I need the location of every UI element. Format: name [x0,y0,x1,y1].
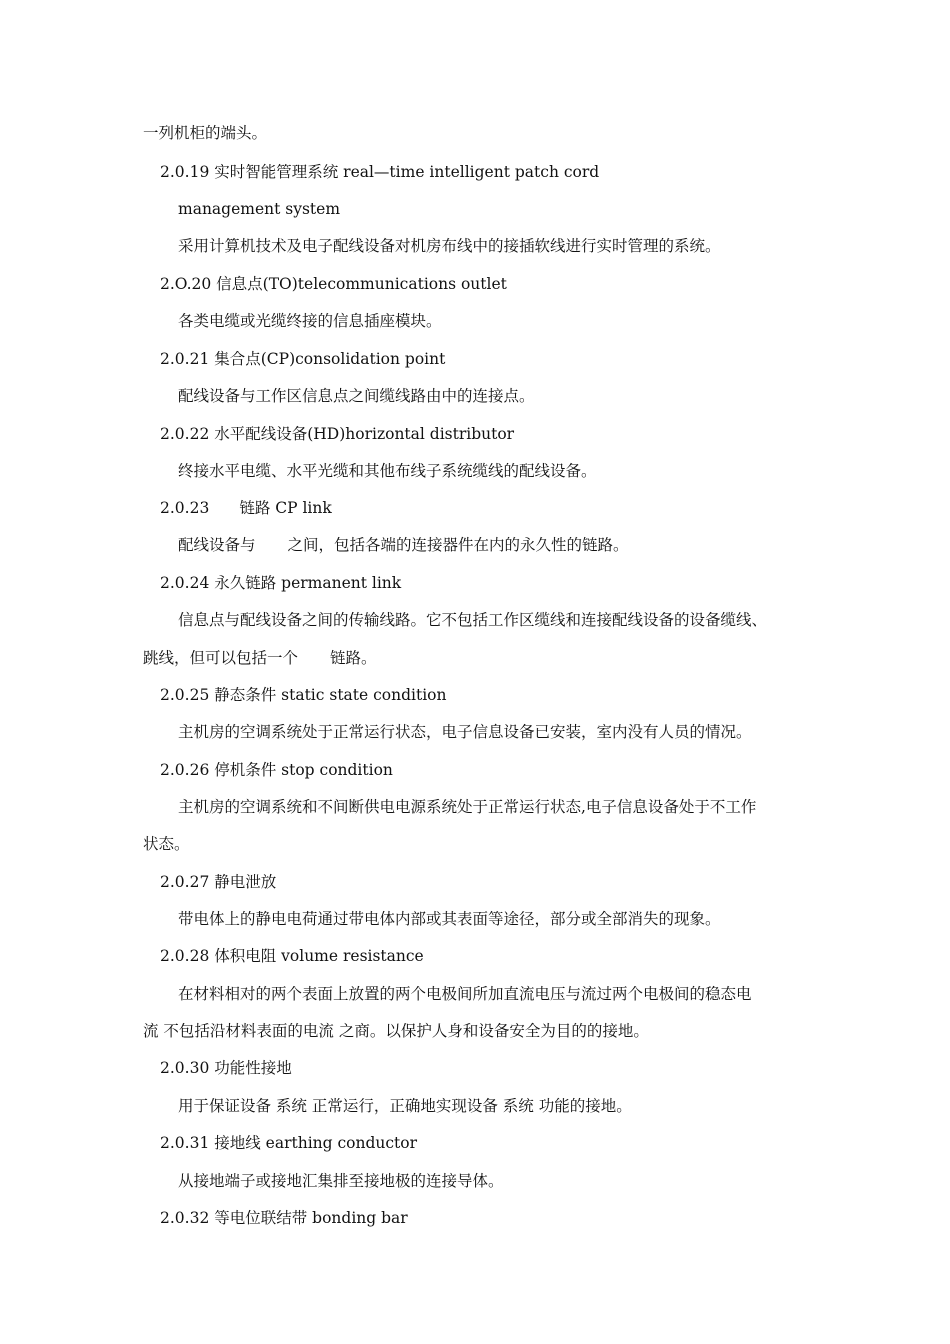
term-number: 2.0.23 [160,499,210,517]
term-heading: 2.0.26 停机条件 stop condition [160,761,393,779]
definition-text: 各类电缆或光缆终接的信息插座模块。 [178,312,442,330]
term-heading: 2.0.25 静态条件 static state condition [160,686,447,704]
definition-text: 终接水平电缆、水平光缆和其他布线子系统缆线的配线设备。 [178,462,597,480]
term-heading: 2.0.24 永久链路 permanent link [160,574,402,592]
definition-text: 从接地端子或接地汇集排至接地极的连接导体。 [178,1172,504,1190]
term-heading: 2.0.27 静电泄放 [160,873,277,891]
definition-part: 配线设备与 [178,536,256,554]
term-heading: 2.0.19 实时智能管理系统 real—time intelligent patch cord [160,163,600,181]
term-heading: 2.0.30 功能性接地 [160,1059,292,1077]
definition-text: 主机房的空调系统处于正常运行状态，电子信息设备已安装，室内没有人员的情况。 [178,723,752,741]
definition-text: 在材料相对的两个表面上放置的两个电极间所加直流电压与流过两个电极间的稳态电 [178,985,752,1003]
definition-text-continued: 状态。 [143,835,190,853]
definition-part: 链路。 [330,649,377,667]
definition-text [178,535,629,555]
term-heading-continued: management system [178,200,341,218]
definition-text: 主机房的空调系统和不间断供电电源系统处于正常运行状态,电子信息设备处于不工作 [178,798,757,816]
definition-text-continued [143,648,377,668]
term-name: 链路 CP link [239,499,332,517]
definition-text: 配线设备与工作区信息点之间缆线路由中的连接点。 [178,387,535,405]
term-heading: 2.0.31 接地线 earthing conductor [160,1134,418,1152]
term-heading [160,498,332,518]
definition-text: 信息点与配线设备之间的传输线路。它不包括工作区缆线和连接配线设备的设备缆线、 [178,611,768,629]
definition-part: 跳线，但可以包括一个 [143,649,299,667]
term-heading: 2.O.20 信息点(TO)telecommunications outlet [160,275,507,293]
definition-text: 用于保证设备 系统 正常运行，正确地实现设备 系统 功能的接地。 [178,1097,632,1115]
text-line: 一列机柜的端头。 [143,124,268,142]
definition-part: 之间，包括各端的连接器件在内的永久性的链路。 [287,536,629,554]
term-heading: 2.0.21 集合点(CP)consolidation point [160,350,446,368]
term-heading: 2.0.22 水平配线设备(HD)horizontal distributor [160,425,515,443]
term-heading: 2.0.32 等电位联结带 bonding bar [160,1209,408,1227]
definition-text: 带电体上的静电电荷通过带电体内部或其表面等途径，部分或全部消失的现象。 [178,910,721,928]
definition-text-continued: 流 不包括沿材料表面的电流 之商。以保护人身和设备安全为目的的接地。 [143,1022,649,1040]
definition-text: 采用计算机技术及电子配线设备对机房布线中的接插软线进行实时管理的系统。 [178,237,721,255]
term-heading: 2.0.28 体积电阻 volume resistance [160,947,424,965]
